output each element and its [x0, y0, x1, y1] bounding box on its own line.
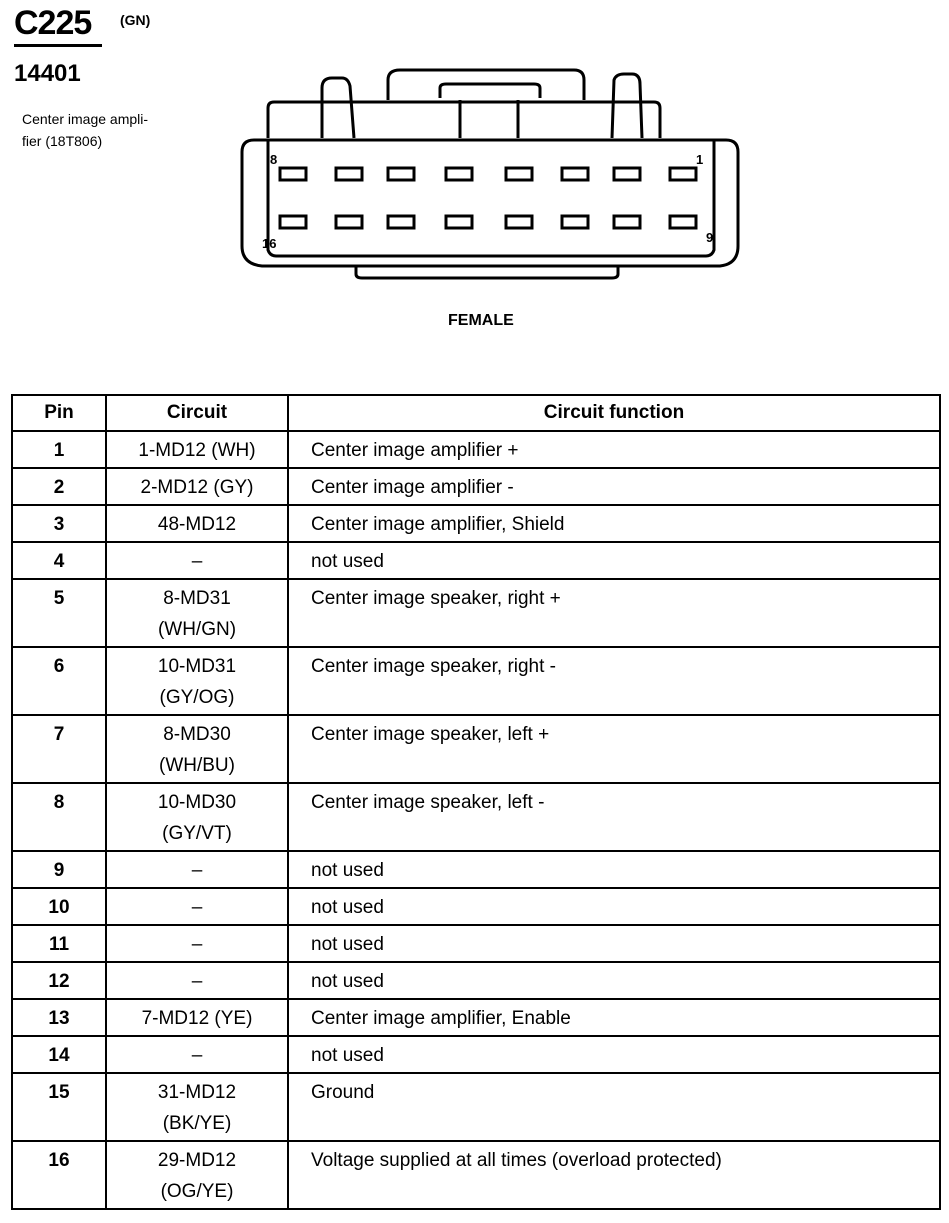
table-row — [12, 1141, 940, 1209]
circuit-code — [106, 542, 288, 579]
circuit-code — [106, 1036, 288, 1073]
circuit-code — [106, 1141, 288, 1209]
circuit-code-line: 8-MD31 — [163, 588, 231, 609]
circuit-function: not used — [288, 925, 940, 962]
pin-cavity-9 — [670, 216, 696, 228]
circuit-code — [106, 925, 288, 962]
table-header-row — [12, 395, 940, 431]
table-row — [12, 1036, 940, 1073]
circuit-function: not used — [288, 962, 940, 999]
pin-number: 8 — [12, 783, 106, 851]
circuit-function: Center image amplifier, Enable — [288, 999, 940, 1036]
pin-cavity-15 — [336, 216, 362, 228]
circuit-code-line: (WH/GN) — [157, 619, 237, 640]
table-row — [12, 925, 940, 962]
circuit-code — [106, 1073, 288, 1141]
connector-face-diagram — [228, 60, 748, 290]
circuit-code — [106, 851, 288, 888]
circuit-code-line: – — [191, 971, 203, 992]
circuit-code-line: 1-MD12 (WH) — [138, 440, 256, 461]
circuit-code-line: 10-MD30 — [157, 792, 237, 813]
pin-cavity-2 — [614, 168, 640, 180]
circuit-code-line: (GY/OG) — [159, 687, 235, 708]
connector-description — [22, 108, 202, 152]
connector-outline — [242, 70, 738, 278]
table-row — [12, 579, 940, 647]
table-row — [12, 505, 940, 542]
table-row — [12, 468, 940, 505]
circuit-code-line: – — [191, 860, 203, 881]
circuit-code — [106, 783, 288, 851]
pin-cavity-10 — [614, 216, 640, 228]
circuit-code-line: 8-MD30 — [163, 724, 231, 745]
pin-cavity-12 — [506, 216, 532, 228]
connector-gender-label: FEMALE — [448, 312, 514, 329]
circuit-function: not used — [288, 1036, 940, 1073]
pin-cavity-16 — [280, 216, 306, 228]
circuit-code-line: (GY/VT) — [162, 823, 232, 844]
circuit-function: Center image speaker, left - — [288, 783, 940, 851]
connector-id: C225 — [14, 4, 92, 42]
circuit-code-line: (BK/YE) — [162, 1113, 232, 1134]
pin-cavities — [280, 168, 696, 228]
header-circuit: Circuit — [106, 395, 288, 431]
pin-cavity-1 — [670, 168, 696, 180]
pin-number: 12 — [12, 962, 106, 999]
circuit-code-line: 31-MD12 — [157, 1082, 237, 1103]
circuit-function: Center image speaker, right + — [288, 579, 940, 647]
pin-label-8: 8 — [270, 152, 278, 167]
table-row — [12, 715, 940, 783]
circuit-code-line: – — [191, 551, 203, 572]
circuit-code — [106, 468, 288, 505]
circuit-function: Center image speaker, left + — [288, 715, 940, 783]
circuit-code-line: 29-MD12 — [157, 1150, 237, 1171]
circuit-code — [106, 888, 288, 925]
pin-number: 10 — [12, 888, 106, 925]
description-line: Center image ampli- — [22, 111, 149, 127]
circuit-code-line: 7-MD12 (YE) — [141, 1008, 253, 1029]
circuit-code-line: 48-MD12 — [157, 514, 237, 535]
pin-cavity-7 — [336, 168, 362, 180]
circuit-code — [106, 505, 288, 542]
pin-rows — [12, 431, 940, 1209]
pin-number: 15 — [12, 1073, 106, 1141]
pin-label-1: 1 — [696, 152, 704, 167]
pin-number: 5 — [12, 579, 106, 647]
pin-number: 6 — [12, 647, 106, 715]
pin-number: 14 — [12, 1036, 106, 1073]
circuit-code-line: (WH/BU) — [159, 755, 235, 776]
connector-id-underline — [14, 44, 102, 47]
pin-number: 7 — [12, 715, 106, 783]
pin-number: 3 — [12, 505, 106, 542]
circuit-code-line: – — [191, 897, 203, 918]
circuit-code — [106, 999, 288, 1036]
table-row — [12, 851, 940, 888]
circuit-function: Center image amplifier + — [288, 431, 940, 468]
pin-table — [11, 394, 941, 1210]
circuit-code — [106, 962, 288, 999]
pin-cavity-3 — [562, 168, 588, 180]
circuit-function: Voltage supplied at all times (overload protected) — [288, 1141, 940, 1209]
table-row — [12, 962, 940, 999]
circuit-code — [106, 715, 288, 783]
pin-number: 4 — [12, 542, 106, 579]
circuit-function: not used — [288, 851, 940, 888]
pin-number: 16 — [12, 1141, 106, 1209]
table-row — [12, 783, 940, 851]
circuit-code — [106, 579, 288, 647]
pin-cavity-4 — [506, 168, 532, 180]
circuit-code-line: 10-MD31 — [157, 656, 237, 677]
table-row — [12, 647, 940, 715]
pin-cavity-11 — [562, 216, 588, 228]
header-pin: Pin — [12, 395, 106, 431]
circuit-code-line: 2-MD12 (GY) — [140, 477, 254, 498]
circuit-code — [106, 647, 288, 715]
pin-cavity-14 — [388, 216, 414, 228]
table-row — [12, 888, 940, 925]
pin-label-9: 9 — [706, 230, 714, 245]
table-row — [12, 1073, 940, 1141]
circuit-function: Center image amplifier, Shield — [288, 505, 940, 542]
connector-color-code: (GN) — [120, 12, 151, 28]
circuit-code-line: – — [191, 1045, 203, 1066]
pin-cavity-13 — [446, 216, 472, 228]
table-row — [12, 999, 940, 1036]
pin-label-16: 16 — [262, 236, 277, 251]
circuit-function: Ground — [288, 1073, 940, 1141]
pin-cavity-6 — [388, 168, 414, 180]
pin-number: 11 — [12, 925, 106, 962]
circuit-code — [106, 431, 288, 468]
pin-number: 2 — [12, 468, 106, 505]
description-line: fier (18T806) — [22, 133, 103, 149]
table-row — [12, 542, 940, 579]
pin-cavity-8 — [280, 168, 306, 180]
circuit-function: not used — [288, 542, 940, 579]
circuit-function: Center image amplifier - — [288, 468, 940, 505]
pin-number: 13 — [12, 999, 106, 1036]
table-row — [12, 431, 940, 468]
circuit-function: Center image speaker, right - — [288, 647, 940, 715]
circuit-code-line: (OG/YE) — [160, 1181, 234, 1202]
circuit-code-line: – — [191, 934, 203, 955]
pin-cavity-5 — [446, 168, 472, 180]
pin-number: 1 — [12, 431, 106, 468]
circuit-function: not used — [288, 888, 940, 925]
header-function: Circuit function — [288, 395, 940, 431]
part-number: 14401 — [14, 60, 81, 87]
pin-number: 9 — [12, 851, 106, 888]
